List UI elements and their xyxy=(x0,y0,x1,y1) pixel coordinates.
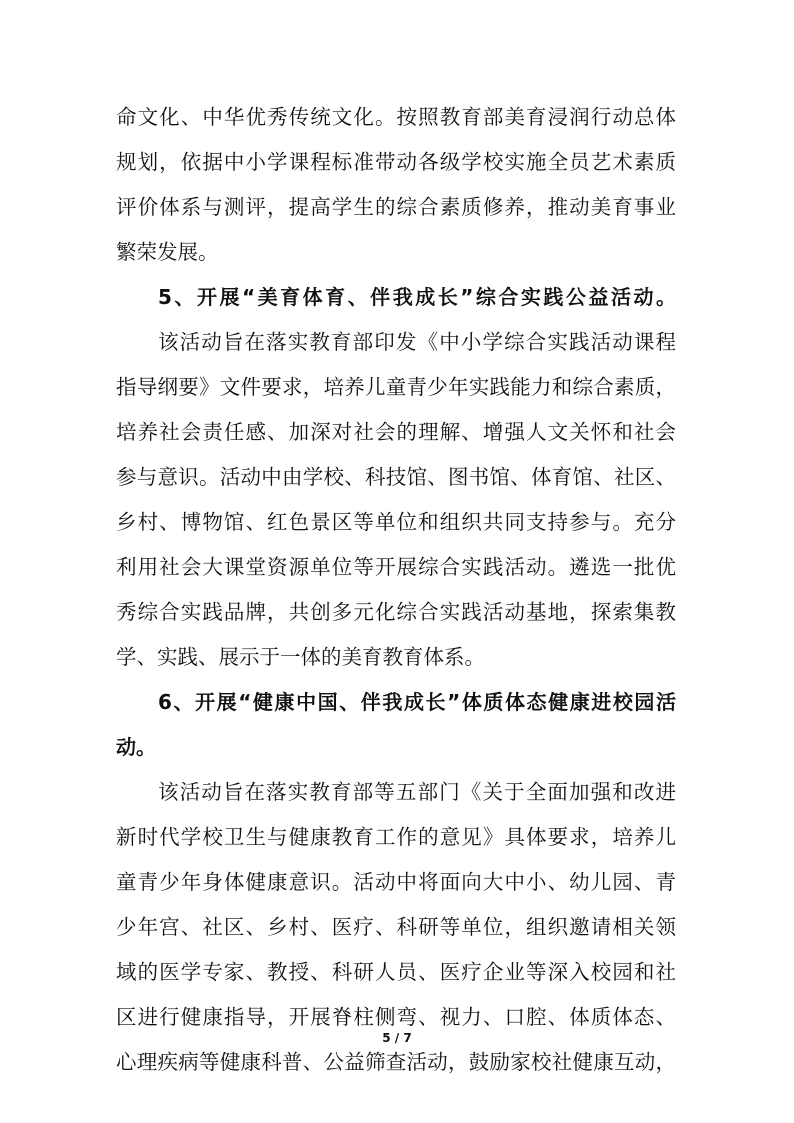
paragraph-line: 区进行健康指导，开展脊柱侧弯、视力、口腔、体质体态、 xyxy=(116,1005,676,1029)
paragraph-line: 该活动旨在落实教育部印发《中小学综合实践活动课程 xyxy=(158,330,676,354)
paragraph-line: 命文化、中华优秀传统文化。按照教育部美育浸润行动总体 xyxy=(116,105,676,129)
paragraph-line: 该活动旨在落实教育部等五部门《关于全面加强和改进 xyxy=(158,780,676,804)
paragraph-line: 指导纲要》文件要求，培养儿童青少年实践能力和综合素质， xyxy=(116,375,676,399)
section-heading: 5、开展“美育体育、伴我成长”综合实践公益活动。 xyxy=(158,285,676,309)
section-heading: 6、开展“健康中国、伴我成长”体质体态健康进校园活 xyxy=(158,690,676,714)
paragraph-line: 秀综合实践品牌，共创多元化综合实践活动基地，探索集教 xyxy=(116,600,676,624)
paragraph-line: 少年宫、社区、乡村、医疗、科研等单位，组织邀请相关领 xyxy=(116,915,676,939)
paragraph-line: 童青少年身体健康意识。活动中将面向大中小、幼儿园、青 xyxy=(116,870,676,894)
section-heading-continued: 动。 xyxy=(116,735,156,759)
paragraph-line: 新时代学校卫生与健康教育工作的意见》具体要求，培养儿 xyxy=(116,825,676,849)
paragraph-line: 繁荣发展。 xyxy=(116,240,219,264)
page-number: 5 / 7 xyxy=(382,1031,412,1045)
paragraph-line: 域的医学专家、教授、科研人员、医疗企业等深入校园和社 xyxy=(116,960,676,984)
paragraph-line: 规划，依据中小学课程标准带动各级学校实施全员艺术素质 xyxy=(116,150,676,174)
paragraph-line: 参与意识。活动中由学校、科技馆、图书馆、体育馆、社区、 xyxy=(116,465,676,489)
paragraph-line: 利用社会大课堂资源单位等开展综合实践活动。遴选一批优 xyxy=(116,555,676,579)
paragraph-line: 培养社会责任感、加深对社会的理解、增强人文关怀和社会 xyxy=(116,420,676,444)
paragraph-line: 评价体系与测评，提高学生的综合素质修养，推动美育事业 xyxy=(116,195,676,219)
paragraph-line: 乡村、博物馆、红色景区等单位和组织共同支持参与。充分 xyxy=(116,510,676,534)
paragraph-line: 学、实践、展示于一体的美育教育体系。 xyxy=(116,645,485,669)
paragraph-line: 心理疾病等健康科普、公益筛查活动，鼓励家校社健康互动， xyxy=(116,1050,676,1074)
